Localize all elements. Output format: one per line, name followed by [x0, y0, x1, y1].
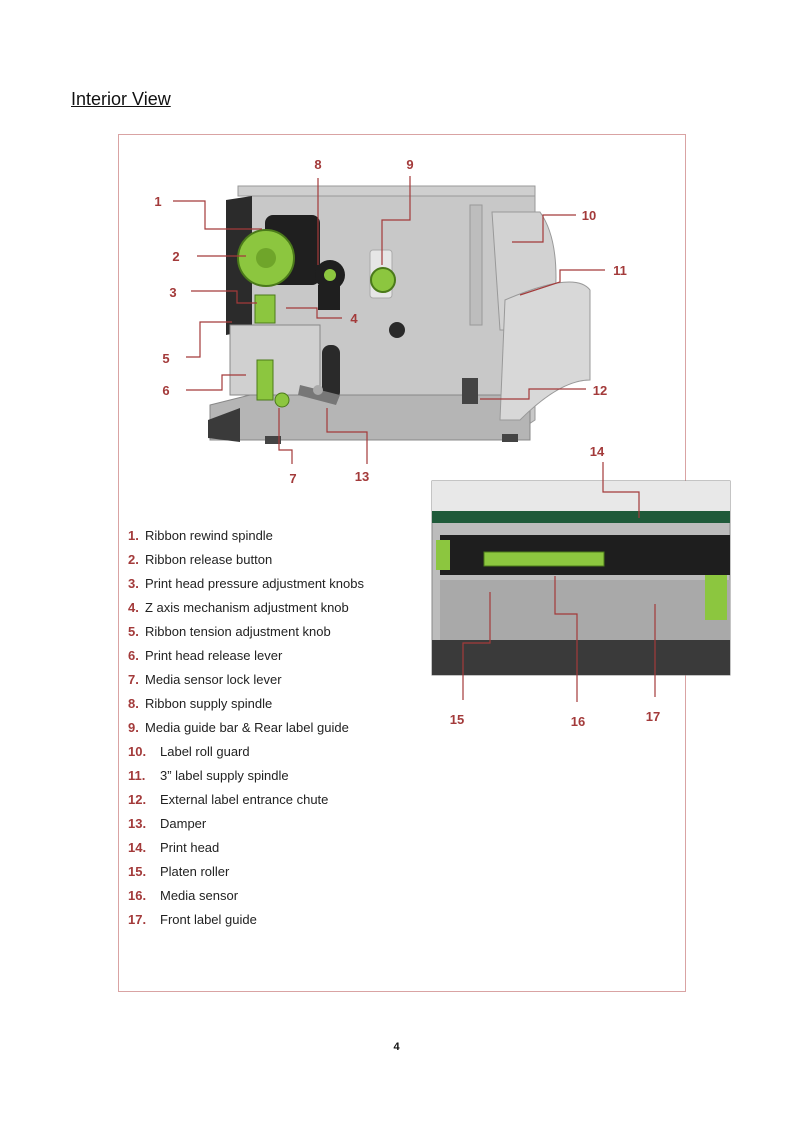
- page-number: 4: [393, 1041, 400, 1053]
- legend-item: 6. Print head release lever: [128, 648, 283, 663]
- callout-3: 3: [169, 285, 177, 300]
- callout-4: 4: [350, 311, 358, 326]
- legend-item: 9. Media guide bar & Rear label guide: [128, 720, 349, 735]
- legend-item: 3. Print head pressure adjustment knobs: [128, 576, 364, 591]
- callout-11: 11: [613, 263, 627, 278]
- legend-item: 17. Front label guide: [128, 912, 257, 927]
- callout-17: 17: [645, 709, 661, 724]
- legend-item: 14. Print head: [128, 840, 220, 855]
- callout-2: 2: [172, 249, 180, 264]
- legend-item: 1. Ribbon rewind spindle: [128, 528, 273, 543]
- legend-item: 4. Z axis mechanism adjustment knob: [128, 600, 349, 615]
- legend-item: 7. Media sensor lock lever: [128, 672, 282, 687]
- callout-16: 16: [570, 714, 586, 729]
- callout-12: 12: [592, 383, 608, 398]
- legend-item: 15. Platen roller: [128, 864, 230, 879]
- legend-item: 13. Damper: [128, 816, 207, 831]
- legend-item: 11. 3” label supply spindle: [128, 768, 289, 783]
- callout-9: 9: [406, 157, 414, 172]
- legend-item: 8. Ribbon supply spindle: [128, 696, 273, 711]
- legend-item: 5. Ribbon tension adjustment knob: [128, 624, 331, 639]
- page-title: Interior View: [71, 89, 171, 109]
- callout-8: 8: [314, 157, 322, 172]
- legend-item: 16. Media sensor: [128, 888, 239, 903]
- callout-1: 1: [154, 194, 162, 209]
- legend-item: 12. External label entrance chute: [128, 792, 329, 807]
- callout-15: 15: [449, 712, 465, 727]
- callout-13: 13: [354, 469, 370, 484]
- callout-14: 14: [589, 444, 605, 459]
- callout-7: 7: [289, 471, 297, 486]
- callout-6: 6: [162, 383, 170, 398]
- legend-item: 2. Ribbon release button: [128, 552, 273, 567]
- legend-item: 10. Label roll guard: [128, 744, 250, 759]
- callout-5: 5: [162, 351, 170, 366]
- callout-10: 10: [581, 208, 597, 223]
